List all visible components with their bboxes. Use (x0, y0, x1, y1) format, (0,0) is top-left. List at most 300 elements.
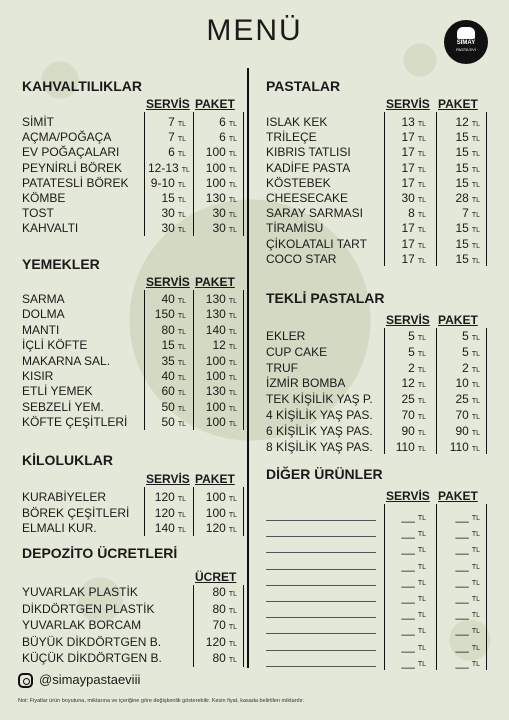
currency-label: TL (417, 547, 426, 555)
currency-label: TL (417, 414, 426, 421)
item-name (266, 633, 376, 634)
currency-label: TL (177, 181, 186, 189)
currency-label: TL (471, 151, 480, 159)
currency-label: TL (228, 166, 237, 174)
paket-price-value: 130 (205, 191, 226, 205)
item-name: CUP CAKE (266, 344, 328, 359)
header-paket: PAKET (195, 97, 235, 111)
servis-price-value: 6 (168, 145, 175, 160)
menu-row (266, 605, 488, 621)
paket-price-value: __ (455, 606, 469, 621)
currency-label: TL (177, 511, 186, 519)
servis-price-value: __ (401, 525, 415, 540)
servis-price-value: 30 (161, 221, 175, 236)
paket-price-value: __ (455, 638, 469, 653)
currency-label: TL (417, 366, 426, 374)
item-name (266, 520, 376, 521)
item-name (266, 585, 376, 586)
header-servis: SERVİS (146, 97, 190, 111)
servis-price-value: 12-13 (148, 160, 179, 175)
menu-row (22, 601, 245, 617)
item-name: AÇMA/POĞAÇA (22, 130, 112, 145)
currency-label: TL (417, 151, 426, 159)
paket-price-value: 15 (455, 145, 469, 160)
servis-price-value: __ (401, 573, 415, 588)
menu-row (22, 291, 245, 307)
currency-label: TL (471, 335, 480, 342)
menu-row (266, 129, 488, 145)
paket-price-value: __ (455, 622, 469, 637)
currency-label: TL (471, 212, 480, 220)
currency-label: TL (228, 657, 237, 664)
currency-label: TL (417, 531, 426, 539)
paket-price-value: 100 (205, 160, 226, 175)
currency-label: TL (471, 612, 480, 620)
currency-label: TL (471, 166, 480, 174)
menu-row (22, 144, 245, 160)
servis-price-value: 140 (154, 521, 175, 535)
paket-price-value: 15 (455, 130, 469, 145)
item-name: PEYNİRLİ BÖREK (22, 160, 123, 175)
menu-row (266, 375, 488, 391)
header-paket: PAKET (195, 275, 235, 289)
currency-label: TL (417, 227, 426, 235)
paket-price-value: 15 (455, 251, 469, 266)
currency-label: TL (228, 527, 237, 534)
currency-label: TL (228, 390, 237, 398)
currency-label: TL (417, 445, 426, 453)
menu-row (22, 322, 245, 338)
paket-price (440, 251, 480, 270)
menu-row (22, 190, 245, 206)
currency-label: TL (417, 429, 426, 437)
servis-price (388, 439, 426, 458)
servis-price-value: 13 (401, 115, 415, 129)
currency-label: TL (417, 350, 426, 358)
paket-price-value: 70 (212, 618, 226, 632)
currency-label: TL (417, 181, 426, 189)
currency-label: TL (228, 359, 237, 367)
paket-price-value: 5 (462, 329, 469, 343)
currency-label: TL (471, 197, 480, 204)
header-servis: SERVİS (386, 489, 430, 503)
page-title: MENÜ (206, 14, 303, 47)
section-title-depozito: DEPOZİTO ÜCRETLERİ (22, 545, 178, 561)
currency-label: TL (471, 515, 480, 522)
servis-price-value: 7 (168, 130, 175, 145)
servis-price-value: 50 (161, 415, 175, 430)
menu-row (22, 353, 245, 369)
item-name: SARAY SARMASI (266, 206, 363, 221)
section-title-diger: DİĞER ÜRÜNLER (266, 466, 383, 482)
item-name: KADİFE PASTA (266, 160, 351, 175)
menu-row (266, 654, 488, 670)
currency-label: TL (471, 242, 480, 250)
item-name: ELMALI KUR. (22, 521, 97, 535)
menu-row (266, 638, 488, 654)
item-name (266, 601, 376, 602)
menu-row (266, 589, 488, 605)
currency-label: TL (471, 644, 480, 652)
item-name: SİMİT (22, 115, 54, 129)
menu-row (22, 650, 245, 666)
header-paket: PAKET (438, 97, 478, 111)
paket-price-value: __ (455, 573, 469, 588)
currency-label: TL (471, 563, 480, 571)
menu-row (266, 439, 488, 455)
servis-price-value: 110 (395, 439, 415, 454)
item-name: KÜÇÜK DİKDÖRTGEN B. (22, 651, 162, 665)
header-ucret: ÜCRET (195, 570, 237, 584)
section-title-pasta: PASTALAR (266, 78, 341, 94)
instagram-icon (18, 673, 33, 688)
currency-label: TL (471, 257, 480, 265)
paket-price-value: 28 (455, 191, 469, 205)
currency-label: TL (177, 298, 186, 305)
servis-price-value: 17 (401, 145, 415, 160)
servis-price-value: 15 (161, 338, 175, 353)
cake-icon (457, 27, 475, 39)
menu-row (266, 557, 488, 573)
paket-price (197, 520, 237, 539)
currency-label: TL (471, 547, 480, 555)
menu-row (266, 360, 488, 376)
item-name: EV POĞAÇALARI (22, 145, 120, 160)
paket-price-value: 12 (212, 338, 226, 353)
section-title-kilo: KİLOLUKLAR (22, 452, 113, 468)
menu-row (266, 220, 488, 236)
item-name: MAKARNA SAL. (22, 353, 111, 368)
currency-label: TL (471, 596, 480, 603)
item-name: KAHVALTI (22, 221, 79, 236)
item-name: 4 KİŞİLİK YAŞ PAS. (266, 408, 373, 422)
servis-price-value: 5 (408, 344, 415, 359)
item-name: EKLER (266, 329, 306, 343)
menu-row (266, 251, 488, 267)
header-servis: SERVİS (386, 97, 430, 111)
currency-label: TL (417, 242, 426, 250)
currency-label: TL (417, 166, 426, 174)
menu-row (266, 423, 488, 439)
currency-label: TL (228, 197, 237, 204)
currency-label: TL (471, 136, 480, 144)
currency-label: TL (181, 166, 190, 174)
currency-label: TL (228, 328, 237, 336)
menu-row (22, 337, 245, 353)
currency-label: TL (177, 496, 186, 503)
currency-label: TL (417, 644, 426, 652)
currency-label: TL (417, 579, 426, 587)
currency-label: TL (228, 212, 237, 220)
paket-price-value: 130 (205, 292, 226, 306)
currency-label: TL (228, 181, 237, 189)
servis-price-value: 5 (408, 329, 415, 343)
menu-row (22, 114, 245, 130)
currency-label: TL (177, 227, 186, 235)
menu-row (22, 175, 245, 191)
paket-price-value: 100 (205, 145, 226, 160)
item-name: TİRAMİSU (266, 221, 324, 236)
servis-price-value: 80 (161, 322, 175, 337)
currency-label: TL (177, 527, 186, 534)
currency-label: TL (417, 335, 426, 342)
currency-label: TL (471, 429, 480, 437)
paket-price-value: 15 (455, 175, 469, 190)
servis-price-value: 120 (154, 505, 175, 520)
paket-price-value: 10 (455, 376, 469, 391)
item-name: DOLMA (22, 307, 65, 322)
servis-price-value: 35 (161, 353, 175, 368)
paket-price-value: 5 (462, 344, 469, 359)
servis-price-value: __ (401, 509, 415, 523)
currency-label: TL (417, 136, 426, 144)
paket-price-value: 130 (205, 384, 226, 399)
menu-row (22, 205, 245, 221)
currency-label: TL (177, 151, 186, 159)
servis-price-value: 17 (401, 175, 415, 190)
item-name (266, 536, 376, 537)
paket-price-value: 7 (462, 206, 469, 221)
currency-label: TL (417, 257, 426, 265)
currency-label: TL (177, 197, 186, 204)
currency-label: TL (228, 227, 237, 235)
servis-price-value: 50 (161, 399, 175, 414)
currency-label: TL (228, 511, 237, 519)
currency-label: TL (471, 531, 480, 539)
logo-line1: SİMAY (456, 40, 476, 46)
menu-row (266, 391, 488, 407)
servis-price-value: __ (401, 557, 415, 572)
currency-label: TL (228, 151, 237, 159)
item-name: DİKDÖRTGEN PLASTİK (22, 601, 155, 616)
instagram-handle: @simaypastaeviii (39, 672, 141, 687)
paket-price-value: 6 (219, 130, 226, 145)
paket-price-value: 15 (455, 236, 469, 251)
servis-price-value: 12 (401, 376, 415, 391)
paket-price-value: 25 (455, 392, 469, 407)
menu-row (22, 129, 245, 145)
header-paket: PAKET (195, 472, 235, 486)
item-name: YUVARLAK PLASTİK (22, 585, 138, 599)
currency-label: TL (471, 382, 480, 390)
header-servis: SERVİS (146, 472, 190, 486)
item-name (266, 650, 376, 651)
paket-price (197, 220, 237, 239)
servis-price-value: 17 (401, 251, 415, 266)
paket-price-value: 15 (455, 160, 469, 175)
item-name: KISIR (22, 369, 54, 383)
item-name: TRUF (266, 360, 298, 375)
menu-row (22, 220, 245, 236)
servis-price-value: 25 (401, 392, 415, 407)
currency-label: TL (471, 628, 480, 636)
item-name: KÖMBE (22, 191, 66, 205)
item-name: İZMİR BOMBA (266, 376, 346, 391)
paket-price-value: 90 (455, 423, 469, 438)
currency-label: TL (471, 414, 480, 421)
currency-label: TL (417, 382, 426, 390)
paket-price-value: 15 (455, 221, 469, 236)
section-title-yemek: YEMEKLER (22, 256, 100, 272)
currency-label: TL (177, 375, 186, 382)
paket-price-value: 130 (205, 307, 226, 322)
servis-price-value: __ (401, 638, 415, 653)
currency-label: TL (417, 515, 426, 522)
section-title-tekli: TEKLİ PASTALAR (266, 290, 385, 306)
header-paket: PAKET (438, 313, 478, 327)
currency-label: TL (177, 421, 186, 429)
servis-price-value: 60 (161, 384, 175, 399)
menu-row (266, 205, 488, 221)
menu-row (266, 236, 488, 252)
servis-price-value: 15 (161, 191, 175, 205)
menu-row (22, 383, 245, 399)
paket-price-value: 30 (212, 206, 226, 221)
currency-label: TL (417, 121, 426, 128)
menu-row (266, 328, 488, 344)
paket-price-value: 12 (455, 115, 469, 129)
currency-label: TL (177, 136, 186, 144)
currency-label: TL (228, 421, 237, 429)
currency-label: TL (471, 660, 480, 668)
item-name: SEBZELİ YEM. (22, 399, 104, 414)
item-name: İÇLİ KÖFTE (22, 338, 88, 353)
paket-price-value: 100 (205, 490, 226, 504)
item-name: PATATESLİ BÖREK (22, 175, 129, 190)
paket-price-value: 100 (205, 505, 226, 520)
servis-price-value: 17 (401, 160, 415, 175)
menu-row (266, 344, 488, 360)
menu-row (266, 407, 488, 423)
item-name: KIBRIS TATLISI (266, 145, 351, 160)
servis-price-value: __ (401, 590, 415, 604)
servis-price-value: 17 (401, 221, 415, 236)
currency-label: TL (177, 359, 186, 367)
servis-price-value: 9-10 (150, 175, 175, 190)
paket-price-value: 80 (212, 651, 226, 665)
servis-price-value: 40 (161, 292, 175, 306)
currency-label: TL (471, 366, 480, 374)
paket-price-value: __ (455, 525, 469, 540)
currency-label: TL (417, 596, 426, 603)
servis-price-value: 70 (401, 408, 415, 422)
currency-label: TL (228, 375, 237, 382)
item-name: TEK KİŞİLİK YAŞ P. (266, 392, 373, 407)
item-name: COCO STAR (266, 251, 337, 266)
paket-price-value: 100 (205, 369, 226, 383)
menu-row (266, 114, 488, 130)
paket-price-value: __ (455, 590, 469, 604)
paket-price-value: 100 (205, 415, 226, 430)
currency-label: TL (417, 628, 426, 636)
menu-row (266, 508, 488, 524)
servis-price-value: 8 (408, 206, 415, 221)
item-name (266, 666, 376, 667)
currency-label: TL (177, 121, 186, 128)
menu-row (22, 306, 245, 322)
item-name: YUVARLAK BORCAM (22, 618, 142, 632)
item-name: 6 KİŞİLİK YAŞ PAS. (266, 423, 373, 438)
currency-label: TL (228, 313, 237, 321)
paket-price-value: __ (455, 541, 469, 556)
header-servis: SERVİS (146, 275, 190, 289)
item-name: KÖSTEBEK (266, 175, 331, 190)
currency-label: TL (471, 579, 480, 587)
logo-line2: PASTA EVİ (456, 47, 476, 52)
item-name: KURABİYELER (22, 490, 107, 504)
menu-row (22, 584, 245, 600)
paket-price-value: 6 (219, 115, 226, 129)
menu-row (22, 505, 245, 521)
paket-price-value: 70 (455, 408, 469, 422)
currency-label: TL (177, 212, 186, 220)
paket-price-value: 120 (205, 634, 226, 649)
item-name: SARMA (22, 292, 65, 306)
servis-price (148, 520, 186, 539)
menu-row (22, 414, 245, 430)
paket-price-value: 2 (462, 360, 469, 375)
currency-label: TL (417, 563, 426, 571)
menu-row (22, 634, 245, 650)
currency-label: TL (177, 390, 186, 398)
section-title-kahvalti: KAHVALTILIKLAR (22, 78, 143, 94)
item-name: BÜYÜK DİKDÖRTGEN B. (22, 634, 162, 649)
menu-row (266, 621, 488, 637)
paket-price-value: 30 (212, 221, 226, 236)
currency-label: TL (471, 398, 480, 406)
item-name: ETLİ YEMEK (22, 384, 93, 399)
item-name: CHEESECAKE (266, 191, 349, 205)
currency-label: TL (417, 398, 426, 406)
menu-row (22, 160, 245, 176)
menu-row (266, 540, 488, 556)
menu-row (266, 175, 488, 191)
servis-price-value: 90 (401, 423, 415, 438)
paket-price (440, 439, 480, 458)
servis-price (388, 654, 426, 673)
servis-price-value: 7 (168, 115, 175, 129)
column-divider (247, 68, 249, 668)
item-name (266, 552, 376, 553)
header-servis: SERVİS (386, 313, 430, 327)
servis-price-value: __ (401, 622, 415, 637)
menu-row (266, 573, 488, 589)
paket-price (197, 414, 237, 433)
currency-label: TL (177, 313, 186, 321)
paket-price-value: 100 (205, 353, 226, 368)
menu-row (266, 524, 488, 540)
brand-logo (444, 20, 488, 64)
currency-label: TL (417, 612, 426, 620)
menu-row (22, 399, 245, 415)
item-name (266, 617, 376, 618)
item-name: KÖFTE ÇEŞİTLERİ (22, 415, 128, 430)
currency-label: TL (471, 227, 480, 235)
servis-price (148, 414, 186, 433)
currency-label: TL (228, 136, 237, 144)
servis-price (388, 251, 426, 270)
footer-instagram (18, 672, 140, 688)
menu-row (22, 489, 245, 505)
currency-label: TL (177, 405, 186, 413)
paket-price-value: 120 (205, 521, 226, 535)
currency-label: TL (417, 212, 426, 220)
currency-label: TL (228, 624, 237, 631)
item-name (266, 569, 376, 570)
currency-label: TL (228, 607, 237, 615)
paket-price-value: __ (455, 509, 469, 523)
paket-price (440, 654, 480, 673)
